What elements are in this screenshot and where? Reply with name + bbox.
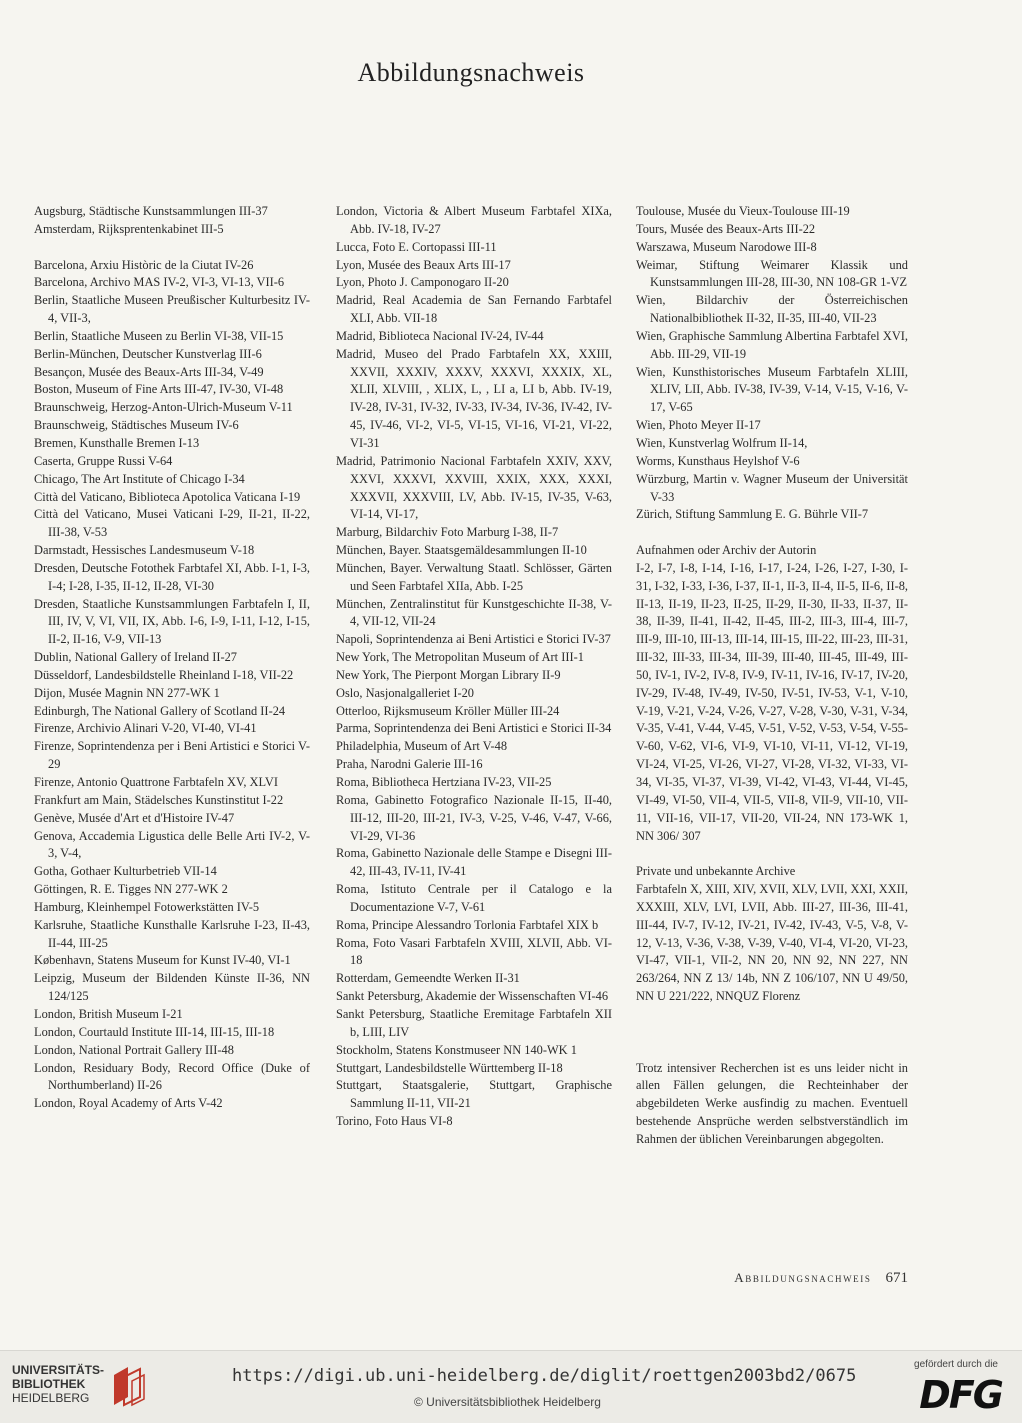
- credit-entry: Madrid, Museo del Prado Farbtafeln XX, XXIII, XXVII, XXXIV, XXXV, XXXVI, XXXIX, XL, XLII, XLVIII, , XLIX, L, , LI a, LI b, Abb. IV-19, IV-28, IV-31, IV-32, IV-33, IV-34, IV-36, IV-42, IV-45, IV-46, VI-2, VI-5, VI-15, VI-16, VI-21, VI-22, VI-31: [336, 346, 612, 450]
- credit-entry: København, Statens Museum for Kunst IV-40, VI-1: [34, 953, 291, 968]
- funding-label: gefördert durch die: [914, 1359, 998, 1370]
- credit-entry: Göttingen, R. E. Tigges NN 277-WK 2: [34, 882, 228, 897]
- credit-entry: Chicago, The Art Institute of Chicago I-34: [34, 471, 245, 486]
- credit-entry: New York, The Metropolitan Museum of Art III-1: [336, 650, 584, 665]
- credit-entry: Wien, Photo Meyer II-17: [636, 418, 761, 433]
- credit-entry: London, British Museum I-21: [34, 1006, 183, 1021]
- credit-entry: Lyon, Musée des Beaux Arts III-17: [336, 257, 511, 272]
- running-head: Abbildungsnachweis: [734, 1270, 872, 1285]
- credit-entry: Torino, Foto Haus VI-8: [336, 1114, 453, 1129]
- credit-entry: Bremen, Kunsthalle Bremen I-13: [34, 435, 200, 450]
- credit-entry: London, National Portrait Gallery III-48: [34, 1042, 234, 1057]
- credit-entry: Stuttgart, Landesbildstelle Württemberg II-18: [336, 1060, 563, 1075]
- credit-entry: Sankt Petersburg, Akademie der Wissenschaften VI-46: [336, 989, 609, 1004]
- credit-entry: Roma, Istituto Centrale per il Catalogo e la Documentazione V-7, V-61: [336, 882, 612, 914]
- credit-entry: Wien, Kunstverlag Wolfrum II-14,: [636, 435, 808, 450]
- section-heading-autorin: Aufnahmen oder Archiv der Autorin: [636, 543, 817, 558]
- credit-entry: Firenze, Antonio Quattrone Farbtafeln XV, XLVI: [34, 775, 278, 789]
- credit-entry: Zürich, Stiftung Sammlung E. G. Bührle VII-7: [636, 507, 869, 522]
- credit-entry: Praha, Narodni Galerie III-16: [336, 757, 483, 772]
- credit-entry: Parma, Soprintendenza dei Beni Artistici e Storici II-34: [336, 721, 612, 736]
- library-logo[interactable]: [12, 1363, 152, 1413]
- credit-entry: Worms, Kunsthaus Heylshof V-6: [636, 453, 800, 468]
- library-logo-line2: BIBLIOTHEK: [12, 1377, 86, 1391]
- credit-entry: Roma, Bibliotheca Hertziana IV-23, VII-25: [336, 775, 552, 789]
- credit-entry: London, Courtauld Institute III-14, III-15, III-18: [34, 1024, 275, 1039]
- credit-entry: Darmstadt, Hessisches Landesmuseum V-18: [34, 543, 255, 558]
- library-logo-line1: UNIVERSITÄTS-: [12, 1363, 105, 1377]
- copyright-notice: © Universitätsbibliothek Heidelberg: [414, 1395, 601, 1409]
- column-1: [34, 203, 310, 1113]
- credit-entry: Lyon, Photo J. Camponogaro II-20: [336, 275, 509, 290]
- credit-entry: Berlin, Staatliche Museen zu Berlin VI-38, VII-15: [34, 328, 284, 343]
- credit-entry: Genève, Musée d'Art et d'Histoire IV-47: [34, 810, 235, 825]
- credit-entry: Boston, Museum of Fine Arts III-47, IV-30, VI-48: [34, 382, 284, 397]
- credit-entry: London, Victoria & Albert Museum Farbtafel XIXa, Abb. IV-18, IV-27: [336, 204, 612, 236]
- credit-entry: Würzburg, Martin v. Wagner Museum der Universität V-33: [636, 471, 908, 504]
- credit-entry: Dresden, Deutsche Fotothek Farbtafel XI, Abb. I-1, I-3, I-4; I-28, I-35, II-12, II-28, VI-30: [34, 560, 310, 593]
- credit-entry: Dresden, Staatliche Kunstsammlungen Farbtafeln I, II, III, IV, V, VI, VII, IX, Abb. I-6, I-9, I-11, I-12, I-15, II-2, II-16, V-9, VII-13: [34, 596, 310, 647]
- credit-entry: Dublin, National Gallery of Ireland II-27: [34, 650, 237, 665]
- credit-entry: Lucca, Foto E. Cortopassi III-11: [336, 239, 497, 254]
- credit-entry: Karlsruhe, Staatliche Kunsthalle Karlsruhe I-23, II-43, II-44, III-25: [34, 917, 310, 950]
- page-number: 671: [885, 1270, 908, 1286]
- credit-entry: Roma, Gabinetto Fotografico Nazionale II-15, II-40, III-12, III-20, III-21, IV-3, V-25, V-46, V-47, V-66, VI-29, VI-36: [336, 792, 612, 843]
- credit-entry: Firenze, Soprintendenza per i Beni Artistici e Storici V-29: [34, 739, 310, 772]
- credit-entry: Berlin, Staatliche Museen Preußischer Kulturbesitz IV-4, VII-3,: [34, 293, 310, 326]
- credit-entry: Oslo, Nasjonalgalleriet I-20: [336, 685, 474, 700]
- credit-entry: Frankfurt am Main, Städelsches Kunstinstitut I-22: [34, 792, 284, 807]
- credit-entry: London, Royal Academy of Arts V-42: [34, 1096, 223, 1111]
- credit-entry: Besançon, Musée des Beaux-Arts III-34, V-49: [34, 364, 264, 379]
- credit-entry: London, Residuary Body, Record Office (Duke of Northumberland) II-26: [34, 1060, 310, 1093]
- credit-entry: Toulouse, Musée du Vieux-Toulouse III-19: [636, 204, 850, 218]
- disclaimer-paragraph: Trotz intensiver Recherchen ist es uns leider nicht in allen Fällen gelungen, die Rechteinhaber der abgebildeten Werke ausfindig zu machen. Eventuell bestehende Ansprüche werden selbstverständlich im Rahmen der üblichen Vereinbarungen abgegolten.: [636, 1060, 908, 1146]
- credit-entry: Rotterdam, Gemeendte Werken II-31: [336, 971, 520, 986]
- credit-entry: Weimar, Stiftung Weimarer Klassik und Kunstsammlungen III-28, III-30, NN 108-GR 1-VZ: [636, 257, 908, 290]
- credit-entry: Leipzig, Museum der Bildenden Künste II-36, NN 124/125: [34, 971, 310, 1004]
- dfg-logo[interactable]: DFG: [919, 1373, 1002, 1417]
- viewer-bottom-bar: [0, 1350, 1022, 1423]
- credit-entry: Marburg, Bildarchiv Foto Marburg I-38, II-7: [336, 525, 559, 540]
- credit-entry: Braunschweig, Herzog-Anton-Ulrich-Museum V-11: [34, 400, 293, 415]
- credit-entry: Braunschweig, Städtisches Museum IV-6: [34, 418, 239, 433]
- credit-entry: Otterloo, Rijksmuseum Kröller Müller III-24: [336, 703, 560, 718]
- credit-entry: Philadelphia, Museum of Art V-48: [336, 739, 508, 754]
- entry-gap: [34, 239, 310, 257]
- credit-entry: Düsseldorf, Landesbildstelle Rheinland I-18, VII-22: [34, 667, 294, 682]
- credit-entry: Città del Vaticano, Musei Vaticani I-29, II-21, II-22, III-38, V-53: [34, 507, 310, 540]
- credit-entry: Madrid, Patrimonio Nacional Farbtafeln XXIV, XXV, XXVI, XXXVI, XXVIII, XXIX, XXX, XXXI, XXXVII, XXXVIII, LV, Abb. IV-15, IV-35, V-63, VI-14, VI-17,: [336, 453, 612, 522]
- library-emblem-icon: [110, 1365, 146, 1407]
- credit-entry: Gotha, Gothaer Kulturbetrieb VII-14: [34, 864, 217, 879]
- credit-entry: München, Zentralinstitut für Kunstgeschichte II-38, V-4, VII-12, VII-24: [336, 596, 612, 629]
- page-title: Abbildungsnachweis: [357, 58, 585, 87]
- credit-entry: Dijon, Musée Magnin NN 277-WK 1: [34, 685, 220, 700]
- credit-entry: New York, The Pierpont Morgan Library II-9: [336, 667, 561, 682]
- credit-entry: Stockholm, Statens Konstmuseer NN 140-WK 1: [336, 1042, 577, 1057]
- credit-entry: Berlin-München, Deutscher Kunstverlag III-6: [34, 346, 262, 361]
- credit-entry: Wien, Graphische Sammlung Albertina Farbtafel XVI, Abb. III-29, VII-19: [636, 328, 908, 361]
- section-text-private: Farbtafeln X, XIII, XIV, XVII, XLV, LVII, XXI, XXII, XXXIII, XLV, LVI, LVII, Abb. III-27, III-36, III-41, III-44, IV-7, IV-12, IV-21, IV-42, IV-43, V-5, V-8, V-12, V-13, V-36, V-38, V-39, V-40, VI-4, VI-20, VI-23, VI-47, VII-1, VII-2, NN 20, NN 92, NN 227, NN 263/264, NN Z 13/ 14b, NN Z 106/107, NN U 49/50, NN U 221/222, NNQUZ Florenz: [636, 882, 908, 1004]
- credit-entry: Tours, Musée des Beaux-Arts III-22: [636, 221, 816, 236]
- credit-entry: Roma, Principe Alessandro Torlonia Farbtafel XIX b: [336, 917, 599, 932]
- credit-entry: Roma, Gabinetto Nazionale delle Stampe e Disegni III-42, III-43, IV-11, IV-41: [336, 846, 612, 879]
- credit-entry: Edinburgh, The National Gallery of Scotland II-24: [34, 703, 286, 718]
- section-heading-private: Private und unbekannte Archive: [636, 864, 796, 879]
- page-footer: [734, 1270, 908, 1287]
- credit-entry: Warszawa, Museum Narodowe III-8: [636, 239, 817, 254]
- credit-entry: Napoli, Soprintendenza ai Beni Artistici e Storici IV-37: [336, 632, 611, 647]
- column-3: [636, 203, 908, 1149]
- library-logo-line3: HEIDELBERG: [12, 1391, 90, 1405]
- column-2: [336, 203, 612, 1131]
- credit-entry: Madrid, Biblioteca Nacional IV-24, IV-44: [336, 328, 544, 343]
- section-text-autorin: I-2, I-7, I-8, I-14, I-16, I-17, I-24, I-26, I-27, I-30, I-31, I-32, I-33, I-36, I-37, II-1, II-3, II-4, II-5, II-6, II-8, II-13, II-19, II-23, II-25, II-29, II-30, II-33, II-37, II-38, II-39, II-41, II-42, II-45, III-2, III-3, III-4, III-7, III-9, III-10, III-13, III-14, III-15, III-22, III-23, III-31, III-32, III-33, III-34, III-39, III-40, III-45, III-49, III-50, IV-1, IV-2, IV-8, IV-9, IV-11, IV-16, IV-17, IV-20, IV-29, IV-48, IV-49, IV-50, IV-51, IV-53, V-1, V-10, V-19, V-21, V-24, V-26, V-27, V-28, V-30, V-31, V-34, V-35, V-41, V-44, V-45, V-51, V-52, V-53, V-54, V-55-V-60, V-62, VI-6, VI-9, VI-10, VI-11, VI-12, VI-19, VI-24, VI-25, VI-26, VI-27, VI-28, VI-32, VI-33, VI-34, VI-35, VI-37, VI-39, VI-42, VI-43, VI-44, VI-45, VI-49, VI-50, VII-4, VII-5, VII-8, VII-9, VII-10, VII-11, VII-16, VII-17, VII-20, VII-24, NN 173-WK 1, NN 306/ 307: [636, 560, 908, 843]
- credit-entry: München, Bayer. Verwaltung Staatl. Schlösser, Gärten und Seen Farbtafel XIIa, Abb. I-25: [336, 560, 612, 593]
- credit-entry: Barcelona, Arxiu Històric de la Ciutat IV-26: [34, 257, 254, 272]
- credit-entry: Sankt Petersburg, Staatliche Eremitage Farbtafeln XII b, LIII, LIV: [336, 1006, 612, 1039]
- credit-entry: Hamburg, Kleinhempel Fotowerkstätten IV-5: [34, 899, 260, 914]
- credit-entry: Roma, Foto Vasari Farbtafeln XVIII, XLVII, Abb. VI-18: [336, 935, 612, 968]
- credit-entry: Caserta, Gruppe Russi V-64: [34, 453, 173, 468]
- credit-entry: Firenze, Archivio Alinari V-20, VI-40, VI-41: [34, 721, 257, 736]
- credit-entry: Città del Vaticano, Biblioteca Apotolica Vaticana I-19: [34, 489, 301, 504]
- credit-entry: Stuttgart, Staatsgalerie, Stuttgart, Graphische Sammlung II-11, VII-21: [336, 1078, 612, 1111]
- credit-entry: Wien, Bildarchiv der Österreichischen Nationalbibliothek II-32, II-35, III-40, VII-23: [636, 293, 908, 326]
- credit-entry: Madrid, Real Academia de San Fernando Farbtafel XLI, Abb. VII-18: [336, 293, 612, 326]
- permalink-url[interactable]: https://digi.ub.uni-heidelberg.de/diglit/roettgen2003bd2/0675: [232, 1366, 857, 1386]
- credit-entry: Genova, Accademia Ligustica delle Belle Arti IV-2, V-3, V-4,: [34, 828, 310, 861]
- credit-entry: Amsterdam, Rijksprentenkabinet III-5: [34, 221, 224, 236]
- credit-entry: München, Bayer. Staatsgemäldesammlungen II-10: [336, 543, 587, 558]
- credit-entry: Augsburg, Städtische Kunstsammlungen III-37: [34, 204, 268, 218]
- credit-entry: Wien, Kunsthistorisches Museum Farbtafeln XLIII, XLIV, LII, Abb. IV-38, IV-39, V-14, V-15, V-16, V-17, V-65: [636, 364, 908, 415]
- credit-entry: Barcelona, Archivo MAS IV-2, VI-3, VI-13, VII-6: [34, 275, 285, 290]
